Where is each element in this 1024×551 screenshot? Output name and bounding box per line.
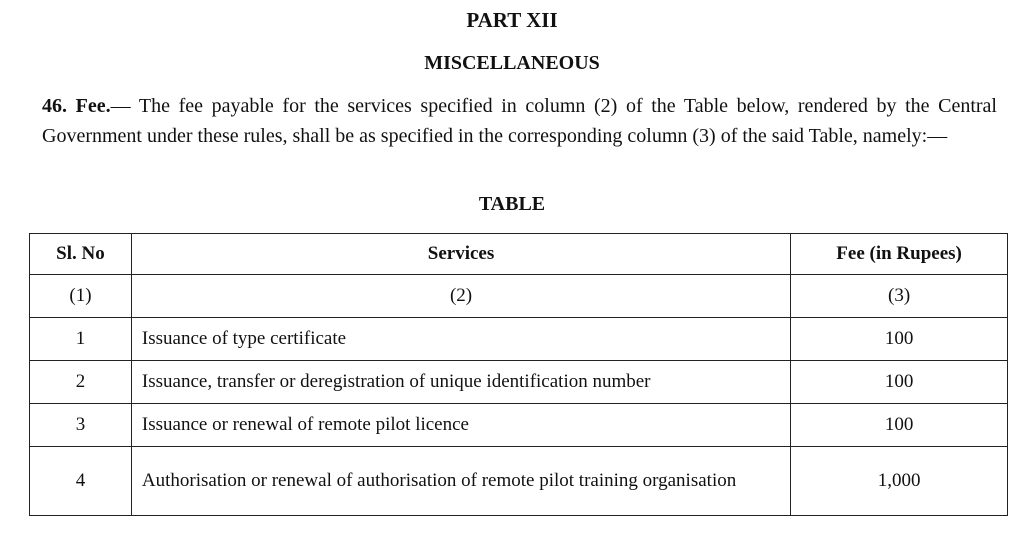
column-number-2: (2) [131,275,790,318]
row-service: Authorisation or renewal of authorisation of remote pilot training organisation [131,447,790,516]
row-fee: 100 [791,361,1008,404]
header-services: Services [131,234,790,275]
table-caption: TABLE [478,193,546,215]
column-number-row [30,275,1008,318]
row-sl-no: 2 [30,361,132,404]
row-fee: 100 [791,404,1008,447]
section-title: MISCELLANEOUS [424,52,600,74]
header-sl-no: Sl. No [30,234,132,275]
row-fee: 1,000 [791,447,1008,516]
fee-table [29,233,1008,516]
table-row [30,447,1008,516]
row-sl-no: 4 [30,447,132,516]
rule-text: — The fee payable for the services specified in column (2) of the Table below, rendered by the Central Government under these rules, shall be as specified in the corresponding column (3) of the said Table, namely:— [42,95,997,147]
table-row [30,318,1008,361]
part-title: PART XII [466,8,558,32]
rule-heading: 46. Fee. [42,95,111,117]
table-header-row [30,234,1008,275]
header-fee: Fee (in Rupees) [791,234,1008,275]
column-number-1: (1) [30,275,132,318]
row-service: Issuance of type certificate [131,318,790,361]
row-sl-no: 3 [30,404,132,447]
row-service: Issuance or renewal of remote pilot licence [131,404,790,447]
table-row [30,361,1008,404]
row-sl-no: 1 [30,318,132,361]
row-fee: 100 [791,318,1008,361]
row-service: Issuance, transfer or deregistration of unique identification number [131,361,790,404]
column-number-3: (3) [791,275,1008,318]
table-row [30,404,1008,447]
rule-paragraph [42,91,997,151]
